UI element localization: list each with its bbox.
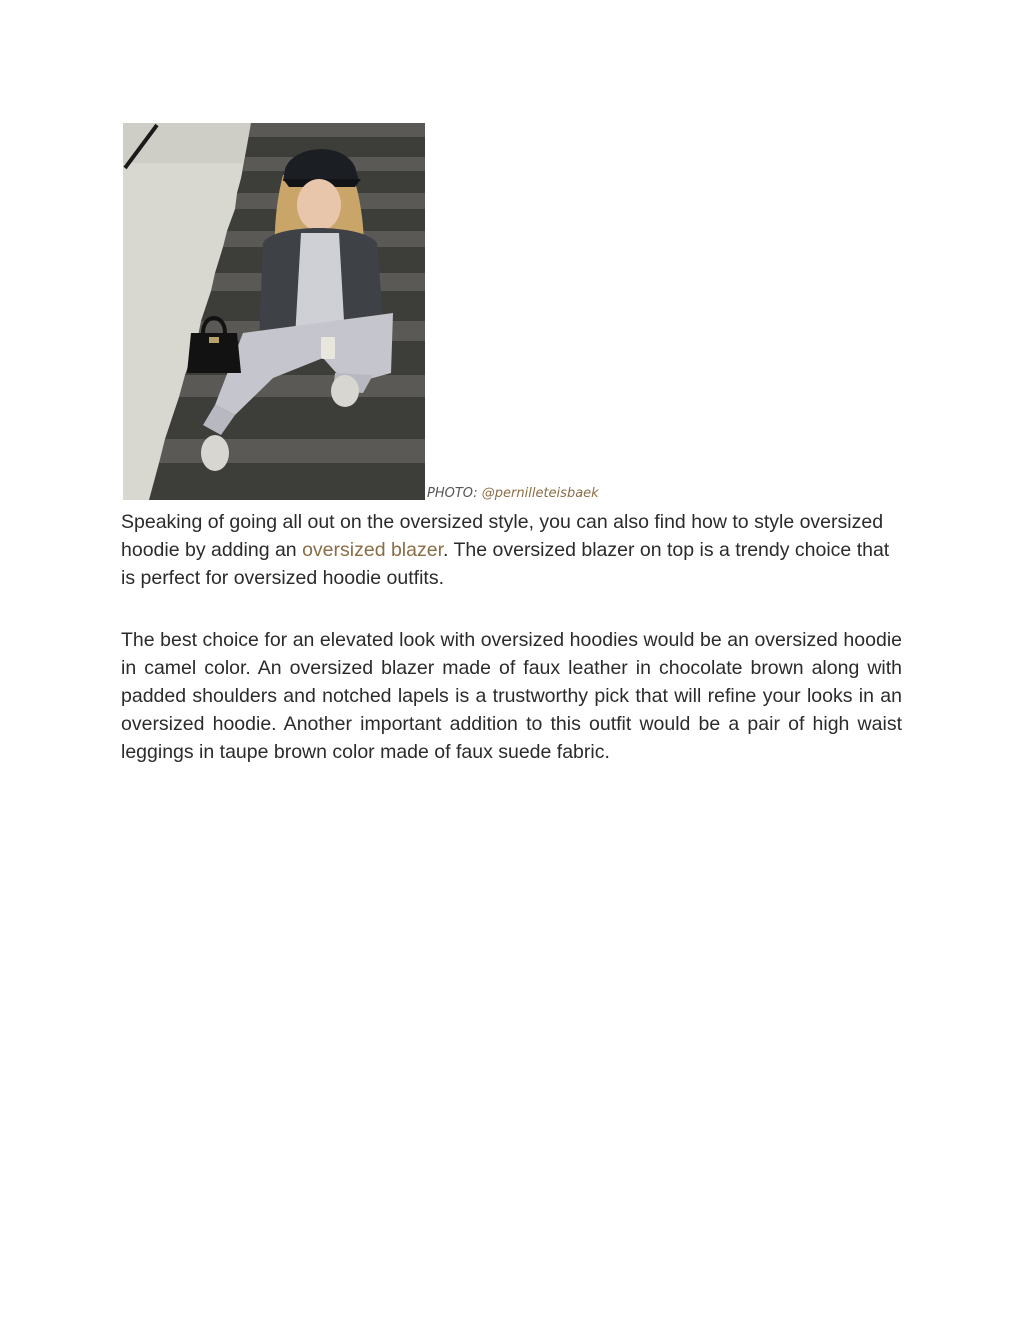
caption-handle-link[interactable]: @pernilleteisbaek (481, 486, 599, 501)
paragraph-1 (121, 508, 902, 592)
paragraph-1-text-after: . The oversized blazer on top is a trendy choice that is perfect for oversized hoodie outfits. (121, 539, 890, 589)
photo-illustration (123, 123, 425, 500)
paragraph-2: The best choice for an elevated look with oversized hoodies would be an oversized hoodie in camel color. An oversized blazer made of faux leather in chocolate brown along with padded shoulders and notched lapels is a trustworthy pick that will refine your looks in an oversized hoodie. Another important addition to this outfit would be a pair of high waist leggings in taupe brown color made of faux suede fabric. (121, 629, 902, 763)
caption-label: PHOTO: (427, 486, 478, 501)
paragraph-1-text-before: Speaking of going all out on the oversized style, you can also find how to style oversized hoodie by adding an (121, 511, 884, 561)
photo-caption (427, 487, 599, 501)
oversized-blazer-link[interactable]: oversized blazer (302, 539, 443, 561)
photo (123, 123, 425, 500)
figure (123, 123, 599, 500)
